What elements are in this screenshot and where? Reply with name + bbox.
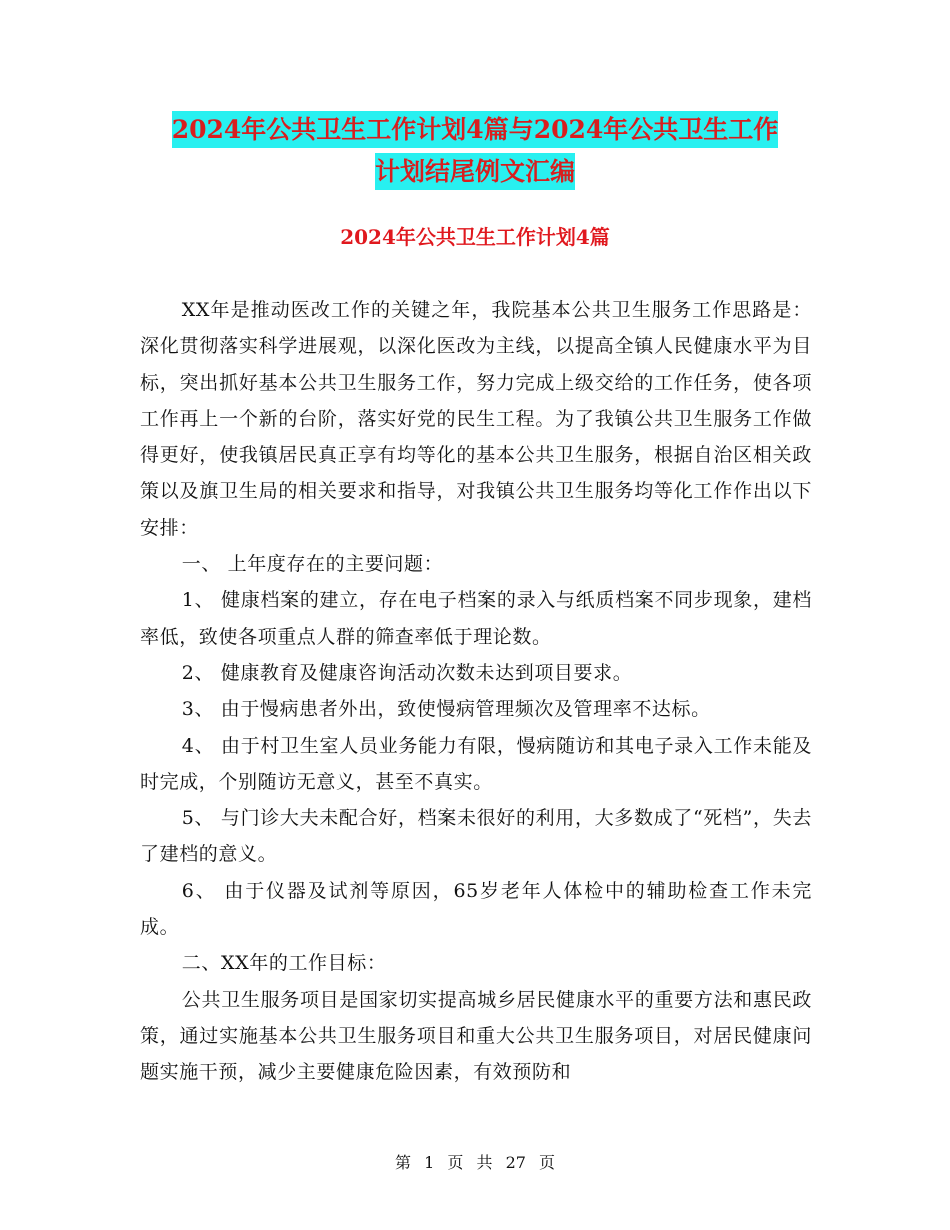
footer-mid-2: 共 <box>476 1153 493 1172</box>
paragraph: 二、XX年的工作目标： <box>181 952 387 975</box>
footer-mid-1: 页 <box>447 1153 464 1172</box>
page-footer <box>0 1152 950 1174</box>
paragraph: XX年是推动医改工作的关键之年，我院基本公共卫生服务工作思路是：深化贯彻落实科学进展观，以深化医改为主线，以提高全镇人民健康水平为目标，突出抓好基本公共卫生服务工作，努力完成上级交给的工作任务，使各项工作再上一个新的台阶，落实好党的民生工程。为了我镇公共卫生服务工作做得更好，使我镇居民真正享有均等化的基本公共卫生服务，根据自治区相关政策以及旗卫生局的相关要求和指导，对我镇公共卫生服务均等化工作作出以下安排： <box>140 299 812 539</box>
paragraph: 一、 上年度存在的主要问题： <box>181 553 444 576</box>
paragraph: 2、 健康教育及健康咨询活动次数未达到项目要求。 <box>181 661 633 684</box>
footer-prefix: 第 <box>394 1153 411 1172</box>
paragraph: 公共卫生服务项目是国家切实提高城乡居民健康水平的重要方法和惠民政策，通过实施基本公共卫生服务项目和重大公共卫生服务项目，对居民健康问题实施干预，减少主要健康危险因素，有效预防和 <box>140 988 812 1084</box>
document-body <box>140 292 812 1091</box>
document-title-line-1 <box>140 115 810 145</box>
footer-page-number: 1 <box>424 1153 435 1172</box>
paragraph: 5、 与门诊大夫未配合好，档案未很好的利用，大多数成了“死档”，失去了建档的意义。 <box>140 807 812 866</box>
section-title: 2024年公共卫生工作计划4篇 <box>340 225 610 249</box>
paragraph: 6、 由于仪器及试剂等原因，65岁老年人体检中的辅助检查工作未完成。 <box>140 879 812 939</box>
paragraph: 3、 由于慢病患者外出，致使慢病管理频次及管理率不达标。 <box>181 698 711 721</box>
document-title-text-2: 计划结尾例文汇编 <box>375 153 575 190</box>
footer-suffix: 页 <box>539 1153 556 1172</box>
document-title-text-1: 2024年公共卫生工作计划4篇与2024年公共卫生工作 <box>172 111 779 148</box>
paragraph: 4、 由于村卫生室人员业务能力有限，慢病随访和其电子录入工作未能及时完成，个别随访无意义，甚至不真实。 <box>140 734 812 793</box>
footer-total-pages: 27 <box>505 1153 526 1172</box>
paragraph: 1、 健康档案的建立，存在电子档案的录入与纸质档案不同步现象，建档率低，致使各项重点人群的筛查率低于理论数。 <box>140 589 812 648</box>
document-title-line-2 <box>140 157 810 187</box>
